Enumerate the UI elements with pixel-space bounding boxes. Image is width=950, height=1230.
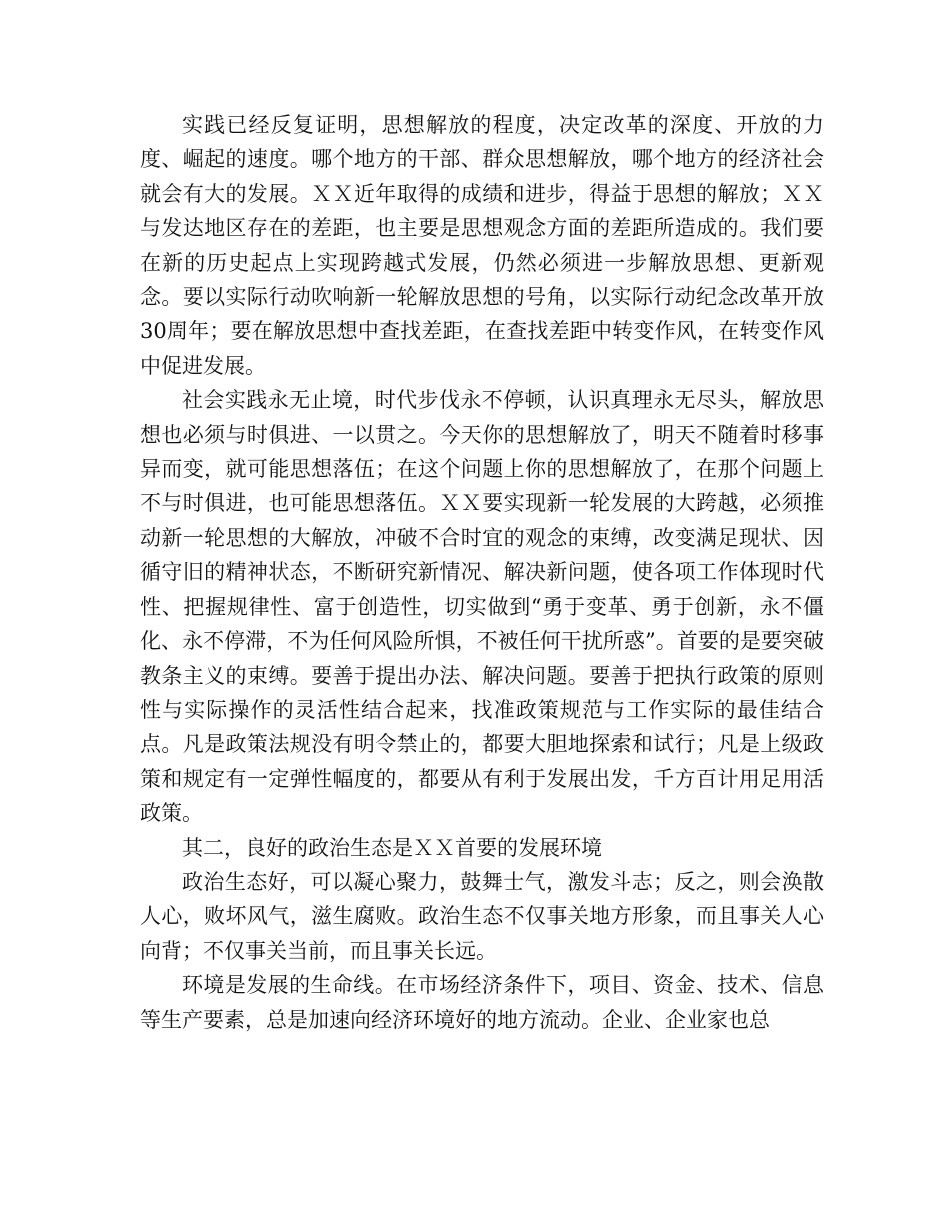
document-body bbox=[140, 108, 824, 1037]
section-heading-political-ecology: 其二，良好的政治生态是ＸＸ首要的发展环境 bbox=[182, 835, 602, 860]
paragraph-social-practice: 社会实践永无止境，时代步伐永不停顿，认识真理永无尽头，解放思想也必须与时俱进、一以贯之。今天你的思想解放了，明天不随着时移事异而变，就可能思想落伍；在这个问题上你的思想解放了，在那个问题上不与时俱进，也可能思想落伍。ＸＸ要实现新一轮发展的大跨越，必须推动新一轮思想的大解放，冲破不合时宜的观念的束缚，改变满足现状、因循守旧的精神状态，不断研究新情况、解决新问题，使各项工作体现时代性、把握规律性、富于创造性，切实做到“勇于变革、勇于创新，永不僵化、永不停滞，不为任何风险所惧，不被任何干扰所惑”。首要的是要突破教条主义的束缚。要善于提出办法、解决问题。要善于把执行政策的原则性与实际操作的灵活性结合起来，找准政策规范与工作实际的最佳结合点。凡是政策法规没有明令禁止的，都要大胆地探索和试行；凡是上级政策和规定有一定弹性幅度的，都要从有利于发展出发，千方百计用足用活政策。 bbox=[140, 388, 824, 826]
paragraph-practice-proves: 实践已经反复证明，思想解放的程度，决定改革的深度、开放的力度、崛起的速度。哪个地方的干部、群众思想解放，哪个地方的经济社会就会有大的发展。ＸＸ近年取得的成绩和进步，得益于思想的解放；ＸＸ与发达地区存在的差距，也主要是思想观念方面的差距所造成的。我们要在新的历史起点上实现跨越式发展，仍然必须进一步解放思想、更新观念。要以实际行动吹响新一轮解放思想的号角，以实际行动纪念改革开放30周年；要在解放思想中查找差距，在查找差距中转变作风，在转变作风中促进发展。 bbox=[140, 113, 824, 378]
paragraph-political-ecology: 政治生态好，可以凝心聚力，鼓舞士气，激发斗志；反之，则会涣散人心，败坏风气，滋生腐败。政治生态不仅事关地方形象，而且事关人心向背；不仅事关当前，而且事关长远。 bbox=[140, 869, 824, 963]
paragraph-environment: 环境是发展的生命线。在市场经济条件下，项目、资金、技术、信息等生产要素，总是加速向经济环境好的地方流动。企业、企业家也总 bbox=[140, 973, 824, 1032]
